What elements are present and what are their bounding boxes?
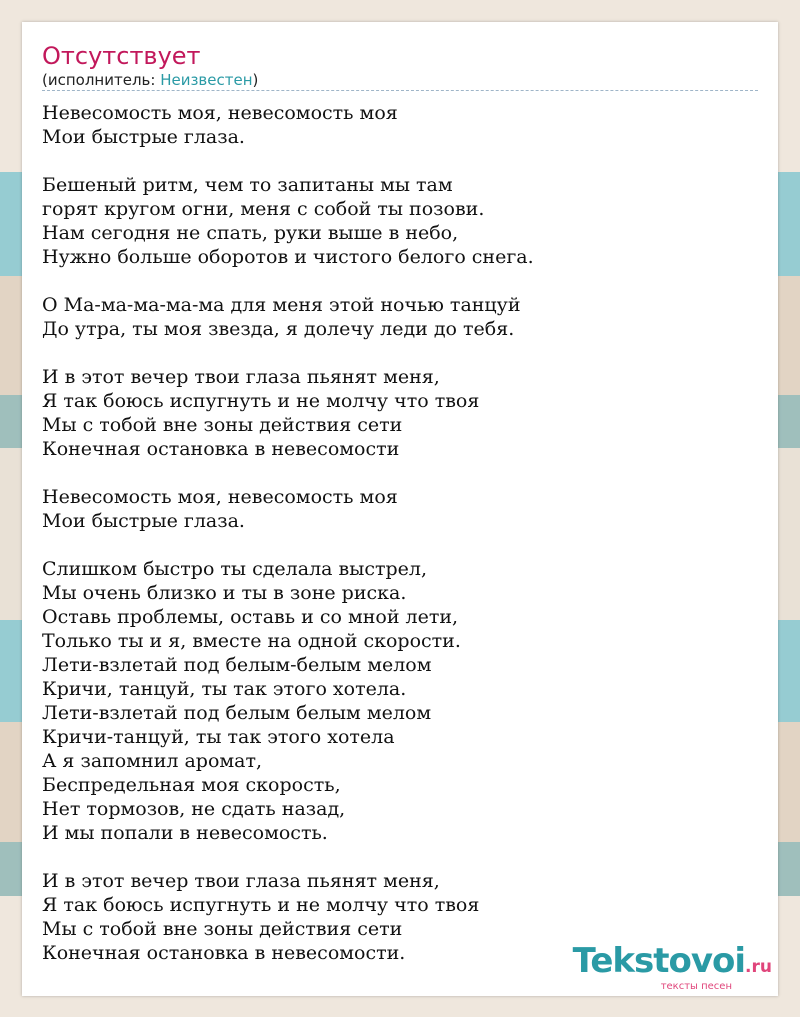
- lyrics-line: Лети-взлетай под белым-белым мелом: [42, 654, 432, 676]
- lyrics-stanza: [42, 557, 758, 845]
- lyrics-line: Оставь проблемы, оставь и со мной лети,: [42, 606, 459, 628]
- lyrics-line: Мы с тобой вне зоны действия сети: [42, 414, 403, 436]
- lyrics-line: Мы очень близко и ты в зоне риска.: [42, 582, 407, 604]
- logo-main-text: Tekstovoi: [572, 941, 746, 981]
- song-title: Отсутствует: [42, 42, 201, 70]
- lyrics-line: Мы с тобой вне зоны действия сети: [42, 918, 403, 940]
- lyrics-line: Нам сегодня не спать, руки выше в небо,: [42, 222, 459, 244]
- lyrics-line: Мои быстрые глаза.: [42, 510, 245, 532]
- lyrics-line: Кричи-танцуй, ты так этого хотела: [42, 726, 395, 748]
- lyrics-card: [22, 22, 778, 996]
- lyrics-line: И в этот вечер твои глаза пьянят меня,: [42, 366, 440, 388]
- lyrics-line: Невесомость моя, невесомость моя: [42, 486, 398, 508]
- lyrics-stanza: [42, 173, 758, 269]
- site-logo[interactable]: [573, 943, 772, 992]
- lyrics-line: Нет тормозов, не сдать назад,: [42, 798, 346, 820]
- lyrics-line: Конечная остановка в невесомости.: [42, 942, 406, 964]
- lyrics-line: И мы попали в невесомость.: [42, 822, 328, 844]
- lyrics-line: О Ма-ма-ма-ма-ма для меня этой ночью танцуй: [42, 294, 521, 316]
- lyrics-line: Конечная остановка в невесомости: [42, 438, 400, 460]
- logo-tagline: тексты песен: [660, 981, 732, 992]
- lyrics-stanza: [42, 365, 758, 461]
- logo-domain: .ru: [745, 957, 772, 977]
- lyrics-line: Бешеный ритм, чем то запитаны мы там: [42, 174, 453, 196]
- lyrics-stanza: [42, 101, 758, 149]
- lyrics-line: Беспредельная моя скорость,: [42, 774, 341, 796]
- lyrics-line: Только ты и я, вместе на одной скорости.: [42, 630, 461, 652]
- title-divider: [42, 90, 758, 91]
- lyrics-text: [42, 101, 758, 989]
- lyrics-line: горят кругом огни, меня с собой ты позови.: [42, 198, 485, 220]
- lyrics-line: Я так боюсь испугнуть и не молчу что твоя: [42, 894, 480, 916]
- artist-suffix: ): [252, 71, 259, 89]
- lyrics-line: До утра, ты моя звезда, я долечу леди до тебя.: [42, 318, 515, 340]
- lyrics-line: А я запомнил аромат,: [42, 750, 263, 772]
- artist-line: [42, 71, 258, 89]
- lyrics-line: И в этот вечер твои глаза пьянят меня,: [42, 870, 440, 892]
- lyrics-line: Нужно больше оборотов и чистого белого снега.: [42, 246, 534, 268]
- lyrics-line: Я так боюсь испугнуть и не молчу что твоя: [42, 390, 480, 412]
- artist-prefix: (исполнитель:: [42, 71, 161, 89]
- lyrics-line: Слишком быстро ты сделала выстрел,: [42, 558, 428, 580]
- lyrics-line: Лети-взлетай под белым белым мелом: [42, 702, 432, 724]
- lyrics-line: Мои быстрые глаза.: [42, 126, 245, 148]
- lyrics-stanza: [42, 485, 758, 533]
- lyrics-stanza: [42, 293, 758, 341]
- lyrics-line: Кричи, танцуй, ты так этого хотела.: [42, 678, 407, 700]
- artist-link[interactable]: Неизвестен: [160, 71, 253, 89]
- lyrics-line: Невесомость моя, невесомость моя: [42, 102, 398, 124]
